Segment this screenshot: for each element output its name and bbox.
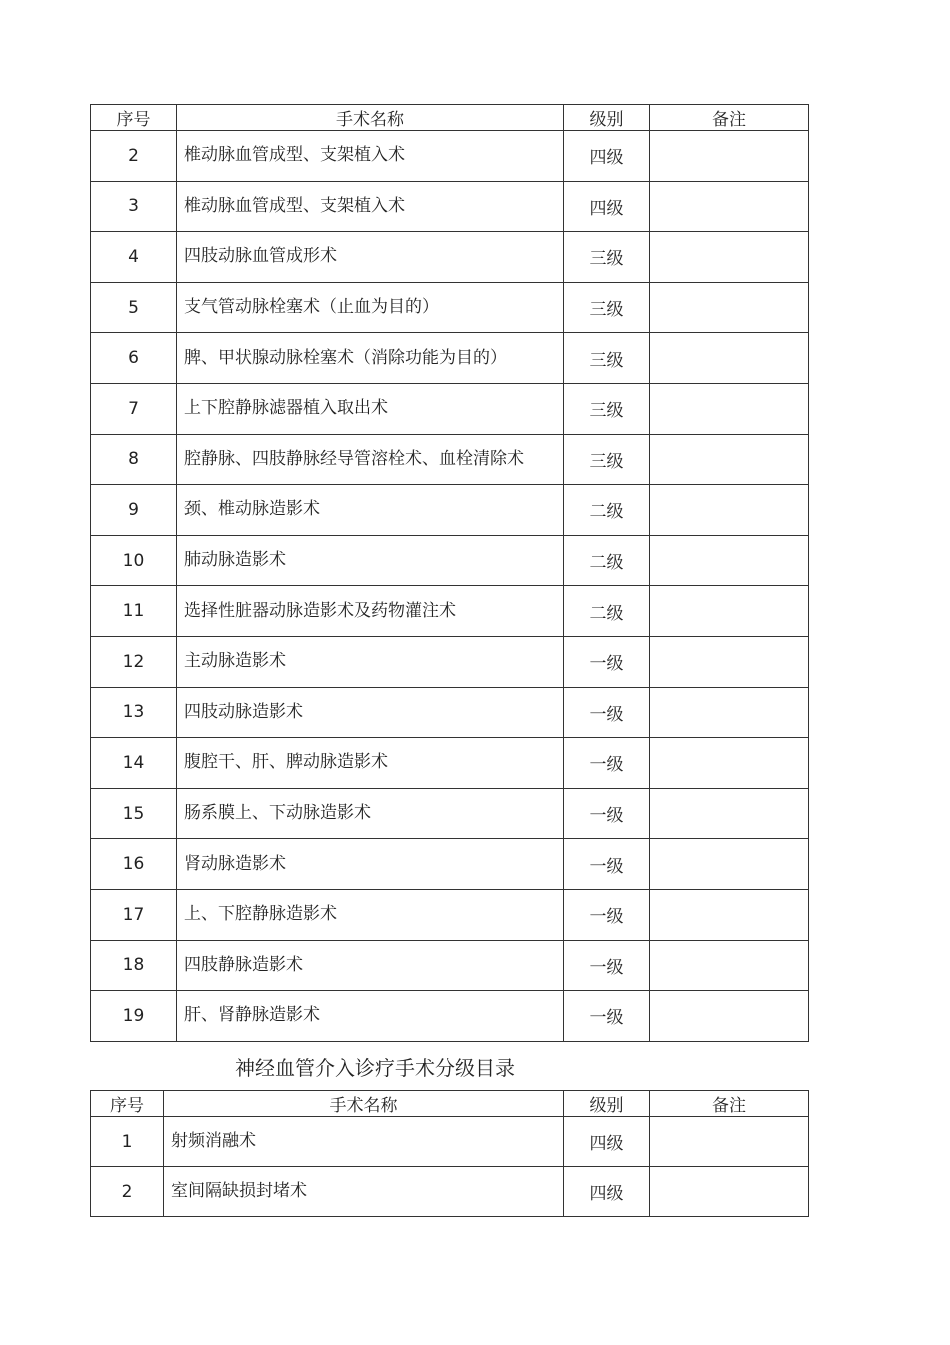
table-row [91,788,809,839]
header-no: 序号 [91,105,177,131]
surgery-table-2 [90,1090,809,1217]
surgery-level: 三级 [564,232,650,283]
surgery-level: 二级 [564,586,650,637]
table-row [91,383,809,434]
row-number: 18 [91,940,177,991]
row-number: 9 [91,485,177,536]
header-level: 级别 [564,105,650,131]
row-number: 14 [91,738,177,789]
row-number: 1 [91,1117,164,1167]
surgery-level: 一级 [564,839,650,890]
table-row [91,636,809,687]
remark [650,383,809,434]
surgery-level: 四级 [564,1117,650,1167]
section-title: 神经血管介入诊疗手术分级目录 [235,1056,515,1080]
surgery-level: 一级 [564,738,650,789]
table-row [91,738,809,789]
surgery-level: 三级 [564,282,650,333]
table-row [91,485,809,536]
surgery-name: 椎动脉血管成型、支架植入术 [177,131,564,182]
row-number: 3 [91,181,177,232]
table-row [91,434,809,485]
table-row [91,535,809,586]
table-row [91,232,809,283]
row-number: 16 [91,839,177,890]
row-number: 10 [91,535,177,586]
surgery-name: 四肢动脉血管成形术 [177,232,564,283]
surgery-name: 四肢静脉造影术 [177,940,564,991]
table-row [91,1167,809,1217]
surgery-name: 选择性脏器动脉造影术及药物灌注术 [177,586,564,637]
header-name: 手术名称 [164,1091,564,1117]
surgery-name: 椎动脉血管成型、支架植入术 [177,181,564,232]
remark [650,434,809,485]
table-header-row [91,1091,809,1117]
remark [650,485,809,536]
surgery-level: 一级 [564,636,650,687]
header-name: 手术名称 [177,105,564,131]
surgery-name: 颈、椎动脉造影术 [177,485,564,536]
remark [650,636,809,687]
remark [650,232,809,283]
row-number: 2 [91,131,177,182]
surgery-name: 肝、肾静脉造影术 [177,991,564,1042]
surgery-name: 腹腔干、肝、脾动脉造影术 [177,738,564,789]
surgery-level: 四级 [564,181,650,232]
row-number: 11 [91,586,177,637]
remark [650,181,809,232]
table-header-row [91,105,809,131]
table-row [91,991,809,1042]
surgery-name: 肾动脉造影术 [177,839,564,890]
table-row [91,940,809,991]
row-number: 12 [91,636,177,687]
row-number: 5 [91,282,177,333]
surgery-name: 四肢动脉造影术 [177,687,564,738]
remark [650,1167,809,1217]
remark [650,940,809,991]
row-number: 19 [91,991,177,1042]
table-row [91,131,809,182]
table-row [91,1117,809,1167]
surgery-name: 室间隔缺损封堵术 [164,1167,564,1217]
table-row [91,181,809,232]
surgery-level: 一级 [564,991,650,1042]
row-number: 6 [91,333,177,384]
header-note: 备注 [650,105,809,131]
surgery-name: 腔静脉、四肢静脉经导管溶栓术、血栓清除术 [177,434,564,485]
row-number: 7 [91,383,177,434]
surgery-name: 上下腔静脉滤器植入取出术 [177,383,564,434]
surgery-level: 四级 [564,1167,650,1217]
remark [650,991,809,1042]
table-row [91,687,809,738]
row-number: 2 [91,1167,164,1217]
table-row [91,586,809,637]
table-row [91,333,809,384]
surgery-level: 一级 [564,687,650,738]
row-number: 17 [91,889,177,940]
remark [650,282,809,333]
surgery-table-1 [90,104,809,1042]
surgery-name: 射频消融术 [164,1117,564,1167]
surgery-name: 主动脉造影术 [177,636,564,687]
header-no: 序号 [91,1091,164,1117]
remark [650,1117,809,1167]
surgery-name: 脾、甲状腺动脉栓塞术（消除功能为目的） [177,333,564,384]
surgery-level: 二级 [564,535,650,586]
table-row [91,282,809,333]
table-row [91,839,809,890]
surgery-level: 三级 [564,383,650,434]
header-note: 备注 [650,1091,809,1117]
remark [650,586,809,637]
surgery-name: 上、下腔静脉造影术 [177,889,564,940]
remark [650,687,809,738]
surgery-level: 三级 [564,434,650,485]
row-number: 8 [91,434,177,485]
remark [650,788,809,839]
surgery-name: 支气管动脉栓塞术（止血为目的） [177,282,564,333]
surgery-name: 肺动脉造影术 [177,535,564,586]
row-number: 4 [91,232,177,283]
remark [650,839,809,890]
remark [650,131,809,182]
surgery-level: 三级 [564,333,650,384]
surgery-level: 一级 [564,940,650,991]
surgery-name: 肠系膜上、下动脉造影术 [177,788,564,839]
surgery-level: 二级 [564,485,650,536]
remark [650,333,809,384]
remark [650,535,809,586]
remark [650,889,809,940]
row-number: 13 [91,687,177,738]
surgery-level: 一级 [564,889,650,940]
row-number: 15 [91,788,177,839]
surgery-level: 一级 [564,788,650,839]
remark [650,738,809,789]
table-row [91,889,809,940]
header-level: 级别 [564,1091,650,1117]
surgery-level: 四级 [564,131,650,182]
